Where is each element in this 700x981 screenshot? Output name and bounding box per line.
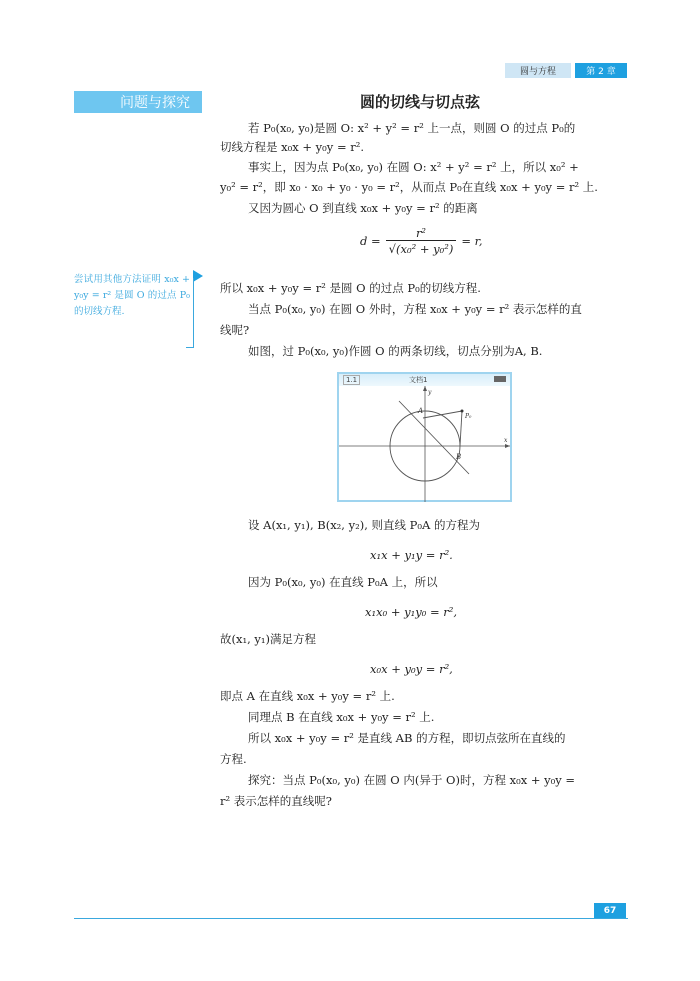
equation: x₁x + y₁y = r². <box>370 548 453 562</box>
note-bracket-foot <box>186 347 194 348</box>
formula-numerator: r² <box>386 226 457 241</box>
paragraph-line: 探究：当点 P₀(x₀, y₀) 在圆 O 内(异于 O)时，方程 x₀x + y₀y = <box>248 773 576 787</box>
equation: x₁x₀ + y₁y₀ = r², <box>365 605 458 619</box>
figure-graph <box>339 386 510 502</box>
note-arrow-icon <box>193 270 203 282</box>
point-a-label: A <box>418 407 424 415</box>
paragraph-line: 切线方程是 x₀x + y₀y = r². <box>220 140 364 154</box>
formula-rhs: = r, <box>461 234 483 248</box>
paragraph-line: 同理点 B 在直线 x₀x + y₀y = r² 上. <box>248 710 435 724</box>
paragraph-line: y₀² = r²，即 x₀ · x₀ + y₀ · y₀ = r²，从而点 P₀在直线 x₀x + y₀y = r² 上. <box>220 180 598 194</box>
point-p0-label: P₀ <box>465 413 472 420</box>
paragraph-line: 即点 A 在直线 x₀x + y₀y = r² 上. <box>220 689 395 703</box>
section-banner: 问题与探究 <box>74 91 202 113</box>
battery-icon <box>494 376 506 382</box>
distance-formula <box>360 226 483 256</box>
footer-rule <box>74 918 628 919</box>
page-number: 67 <box>594 903 626 918</box>
point-b-label: B <box>456 453 462 461</box>
paragraph-line: 事实上，因为点 P₀(x₀, y₀) 在圆 O: x² + y² = r² 上，所以 x₀² + <box>248 160 579 174</box>
paragraph-line: 因为 P₀(x₀, y₀) 在直线 P₀A 上，所以 <box>248 575 438 589</box>
equation: x₀x + y₀y = r², <box>370 662 453 676</box>
paragraph-line: 如图，过 P₀(x₀, y₀)作圆 O 的两条切线，切点分别为A, B. <box>248 344 543 358</box>
axis-x-label: x <box>504 437 508 444</box>
paragraph-line: 所以 x₀x + y₀y = r² 是直线 AB 的方程，即切点弦所在直线的 <box>248 731 566 745</box>
paragraph-line: 线呢? <box>220 323 250 337</box>
paragraph-line: 若 P₀(x₀, y₀)是圆 O: x² + y² = r² 上一点，则圆 O 的过点 P₀的 <box>248 121 576 135</box>
figure-titlebar <box>339 374 510 386</box>
paragraph-line: 又因为圆心 O 到直线 x₀x + y₀y = r² 的距离 <box>248 201 478 215</box>
formula-lhs: d = <box>360 234 381 248</box>
chapter-topic-tag: 圆与方程 <box>505 63 571 78</box>
axis-y-label: y <box>428 389 432 396</box>
note-bracket <box>193 278 194 348</box>
page-title: 圆的切线与切点弦 <box>359 93 480 111</box>
paragraph-line: r² 表示怎样的直线呢? <box>220 794 332 808</box>
paragraph-line: 故(x₁, y₁)满足方程 <box>220 632 316 646</box>
paragraph-line: 设 A(x₁, y₁), B(x₂, y₂), 则直线 P₀A 的方程为 <box>248 518 480 532</box>
tangent-figure <box>337 372 512 502</box>
formula-denominator: √(x₀² + y₀²) <box>388 242 454 256</box>
paragraph-line: 方程. <box>220 752 247 766</box>
figure-tab: 1.1 <box>343 375 360 385</box>
figure-doc-title: 文档1 <box>409 376 428 384</box>
chapter-number-tag: 第 2 章 <box>575 63 627 78</box>
formula-fraction <box>386 226 457 256</box>
paragraph-line: 所以 x₀x + y₀y = r² 是圆 O 的过点 P₀的切线方程. <box>220 281 481 295</box>
side-note: 尝试用其他方法证明 x₀x + y₀y = r² 是圆 O 的过点 P₀ 的切线方程. <box>74 274 190 317</box>
paragraph-line: 当点 P₀(x₀, y₀) 在圆 O 外时，方程 x₀x + y₀y = r² 表示怎样的直 <box>248 302 582 316</box>
